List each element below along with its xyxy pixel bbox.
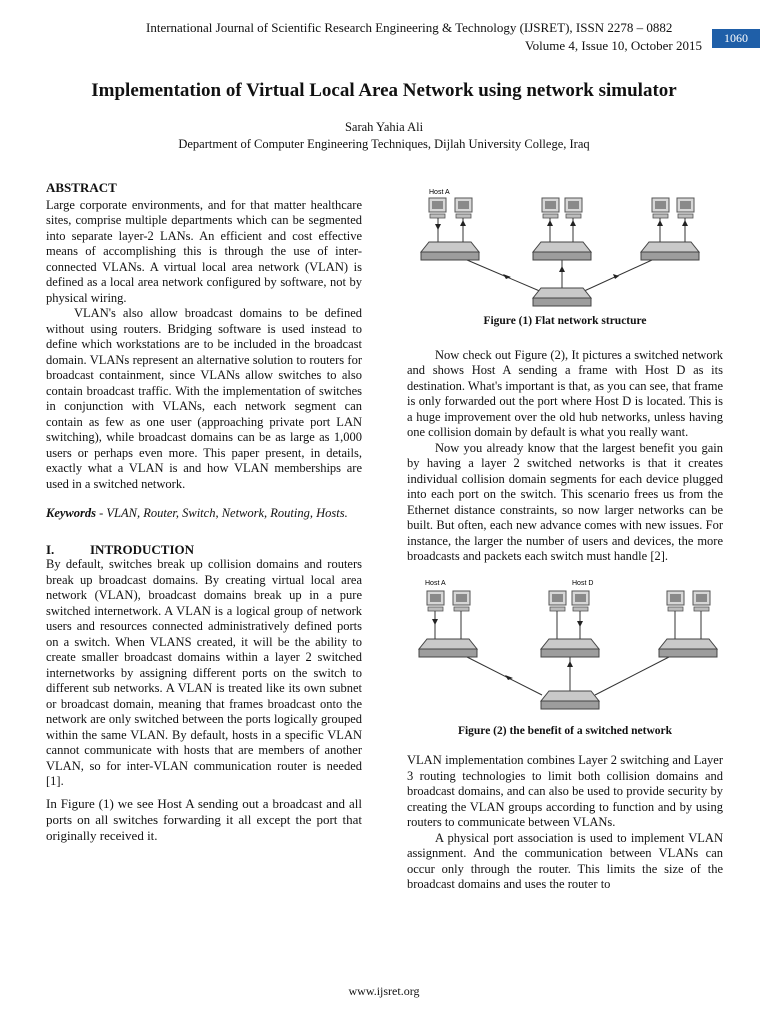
fig2-switch-bottom — [541, 691, 599, 709]
page-number-badge: 1060 — [712, 29, 760, 48]
fig2-host-a-label: Host A — [425, 579, 446, 587]
fig2-computer — [453, 591, 470, 611]
figure-1 — [407, 180, 723, 330]
author-name: Sarah Yahia Ali — [344, 120, 424, 134]
paper-title: Implementation of Virtual Local Area Network using network simulator — [91, 80, 677, 101]
keywords-label: Keywords — [46, 506, 96, 520]
fig2-computer — [549, 591, 566, 611]
author-affiliation: Department of Computer Engineering Techniques, Dijlah University College, Iraq — [178, 137, 590, 151]
fig1-computer — [652, 198, 669, 218]
figure-1-diagram — [407, 180, 723, 310]
intro-number: I. — [46, 541, 55, 557]
fig1-computer — [677, 198, 694, 218]
fig2-switch-left — [419, 639, 477, 657]
right-paragraph-3: VLAN implementation combines Layer 2 switching and Layer 3 routing technologies to limit both collision domains and broadcast domains, and can also be used to provide security by creating the VLAN groups according to function and by using routers to communicate between VLANs. — [407, 753, 723, 829]
fig2-computer — [667, 591, 684, 611]
right-paragraph-2: Now you already know that the largest benefit you gain by having a layer 2 switched networks is that it creates individual collision domain segments for each device plugged into each port on the switch. This scenario frees us from the Ethernet distance constraints, so now larger networks can be built. But often, each new advance comes with new issues. For instance, the larger the number of users and devices, the more broadcasts and packets each switch must handle [2]. — [407, 440, 723, 563]
intro-paragraph-1: By default, switches break up collision domains and routers break up broadcast domains. By creating virtual local area network (VLAN), broadcast domains break up in a pure switched internetwork. A VLAN is a logical group of network users and resources connected administratively defined ports on a switch. When VLANS created, it will be the ability to create smaller broadcast domains within a layer 2 switched internetworks by assigning different ports on the switch to different sub networks. A VLAN is treated like its own subnet or broadcast domain, meaning that frames broadcast onto the network are only switched between the ports logically grouped within the same VLAN. By default, hosts in a specific VLAN cannot communicate with hosts that are members of another VLAN, so for inter-VLAN communication router is needed [1]. — [46, 557, 362, 788]
fig1-computer — [542, 198, 559, 218]
figure-1-caption: Figure (1) Flat network structure — [483, 315, 647, 327]
fig2-host-a-computer — [427, 591, 444, 611]
fig1-switch-bottom — [533, 288, 591, 306]
fig1-switch-center — [533, 242, 591, 260]
right-column — [407, 180, 723, 893]
fig2-host-d-computer — [572, 591, 589, 611]
volume-issue: Volume 4, Issue 10, October 2015 — [524, 38, 702, 53]
figure-2 — [407, 575, 723, 740]
figure-2-diagram — [407, 575, 723, 720]
fig1-switch-left — [421, 242, 479, 260]
right-paragraph-4: A physical port association is used to implement VLAN assignment. And the communication between VLANs can occur only through the router. This limits the size of the broadcast domains and uses the router to — [407, 830, 723, 891]
fig2-host-d-label: Host D — [572, 579, 594, 587]
fig2-computer — [693, 591, 710, 611]
footer-url: www.ijsret.org — [348, 984, 420, 998]
fig1-computer — [565, 198, 582, 218]
journal-header: International Journal of Scientific Research Engineering & Technology (IJSRET), ISSN 2278 – 0882 — [146, 20, 673, 35]
intro-title: INTRODUCTION — [90, 541, 195, 557]
intro-heading — [46, 542, 362, 558]
left-column — [46, 180, 362, 844]
abstract-paragraph-2: VLAN's also allow broadcast domains to be defined without using routers. Bridging software is used instead to define which workstations are to be included in the broadcast domain. VLANs represent an alternative solution to routers for broadcast containment, since VLANs allow switches to also contain broadcast traffic. With the implementation of switches in conjunction with VLANs, each network segment can contain as few as one user (approaching private port LAN switching), while broadcast domains can be as large as 1,000 users or perhaps even more. This paper present, in details, exactly what a VLAN is and how VLAN memberships are used in a switched network. — [46, 306, 362, 491]
fig1-host-a-computer — [429, 198, 446, 218]
fig1-computer — [455, 198, 472, 218]
fig2-switch-center — [541, 639, 599, 657]
right-paragraph-1: Now check out Figure (2), It pictures a switched network and shows Host A sending a frame with Host D as its destination. What's important is that, as you can see, that frame is only forwarded out the port where Host D is located. This is a huge improvement over the old hub networks, unless having one collision domain by default is what you really want. — [407, 347, 723, 439]
keywords — [46, 506, 362, 522]
fig2-switch-right — [659, 639, 717, 657]
fig1-host-a-label: Host A — [429, 189, 450, 196]
abstract-paragraph-1: Large corporate environments, and for that matter healthcare sites, comprise multiple departments which can be segmented into separate layer-2 LANs. An efficient and cost effective means of accomplishing this is through the use of inter-connected VLANs. A virtual local area network (VLAN) is defined as a local area network configured by software, not by physical wiring. — [46, 197, 362, 305]
keywords-text: - VLAN, Router, Switch, Network, Routing, Hosts. — [96, 506, 348, 520]
abstract-heading: ABSTRACT — [46, 180, 117, 195]
intro-paragraph-2: In Figure (1) we see Host A sending out a broadcast and all ports on all switches forwarding it all except the port that originally received it. — [46, 795, 362, 843]
figure-2-caption: Figure (2) the benefit of a switched network — [457, 724, 673, 737]
fig1-switch-right — [641, 242, 699, 260]
